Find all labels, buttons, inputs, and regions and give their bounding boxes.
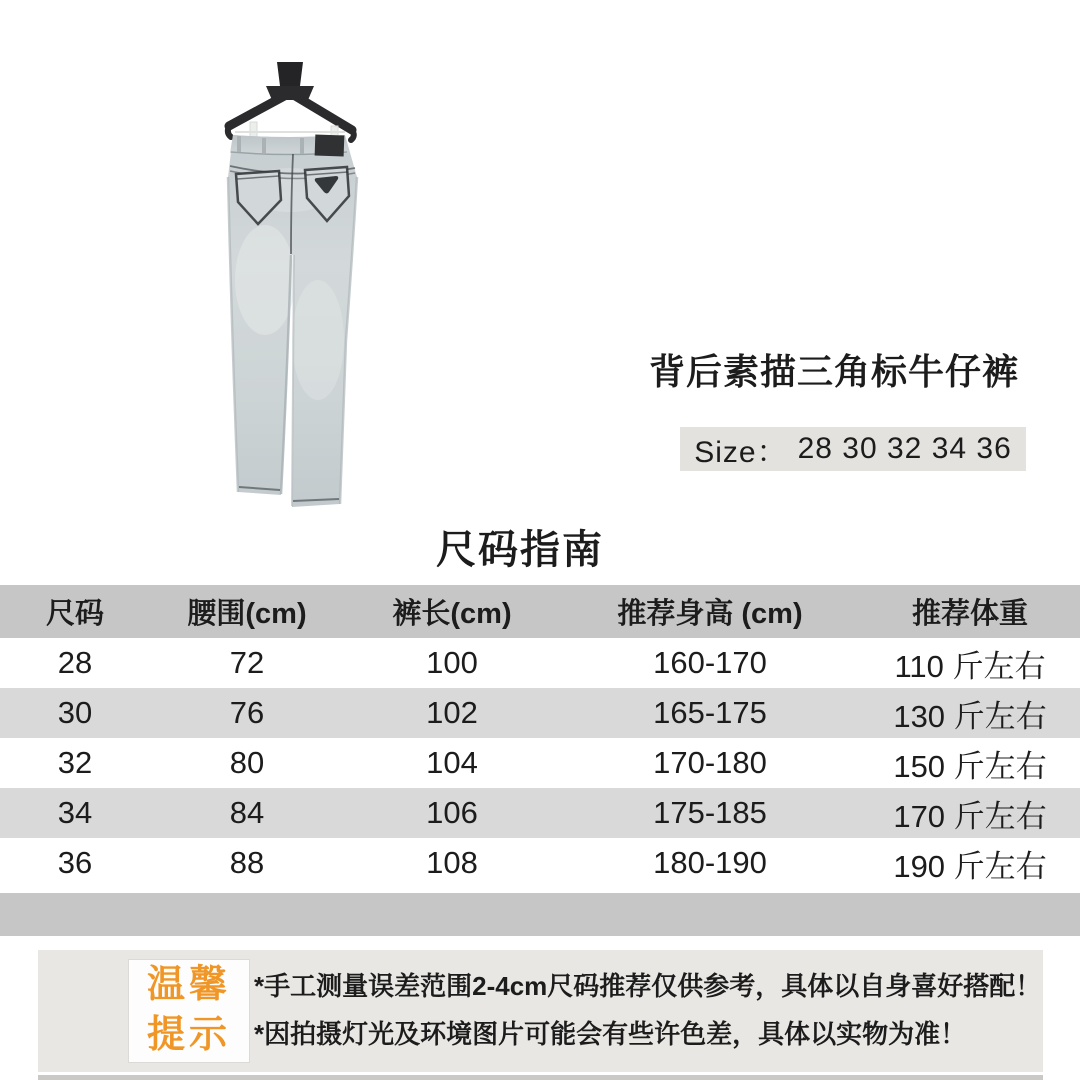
cell-height: 170-180 — [653, 745, 767, 780]
cell-waist: 84 — [229, 795, 265, 830]
product-title: 背后素描三角标牛仔裤 — [648, 351, 1019, 392]
cell-size: 32 — [57, 745, 93, 780]
cell-weight: 150 斤左右 — [893, 748, 1047, 784]
cell-length: 100 — [426, 645, 478, 680]
cell-height: 160-170 — [653, 645, 767, 680]
cell-length: 104 — [426, 745, 478, 780]
tips-section — [38, 950, 1043, 1072]
table-row — [0, 788, 1080, 838]
cell-weight: 130 斤左右 — [893, 698, 1047, 734]
size-guide-heading: 尺码指南 — [436, 528, 604, 572]
cell-size: 28 — [57, 645, 93, 680]
cell-waist: 80 — [229, 745, 265, 780]
table-row — [0, 838, 1080, 888]
waist-label-patch — [315, 135, 345, 157]
column-header: 推荐体重 — [911, 598, 1028, 630]
cell-weight: 190 斤左右 — [893, 848, 1047, 884]
jeans — [228, 135, 357, 507]
tips-lines — [254, 962, 1044, 1058]
size-label: Size： — [694, 436, 788, 469]
cell-length: 102 — [426, 695, 478, 730]
table-footer-bar — [0, 893, 1080, 936]
cell-size: 36 — [57, 845, 93, 880]
table-body — [0, 638, 1080, 888]
cell-waist: 88 — [229, 845, 265, 880]
cell-size: 30 — [57, 695, 93, 730]
tips-badge — [128, 959, 250, 1063]
table-header-row — [0, 585, 1080, 638]
table-row — [0, 688, 1080, 738]
tip-line: *因拍摄灯光及环境图片可能会有些许色差，具体以实物为准！ — [254, 1019, 967, 1049]
table-row — [0, 738, 1080, 788]
cell-weight: 110 斤左右 — [894, 648, 1046, 684]
tips-badge-line1: 温馨 — [146, 964, 231, 1006]
size-values: 28 30 32 34 36 — [797, 432, 1012, 465]
product-photo — [150, 40, 470, 530]
cell-height: 165-175 — [653, 695, 767, 730]
cell-height: 175-185 — [653, 795, 767, 830]
next-section-divider — [38, 1075, 1043, 1080]
cell-size: 34 — [57, 795, 93, 830]
column-header: 尺码 — [45, 598, 104, 630]
table-row — [0, 638, 1080, 688]
tip-line: *手工测量误差范围2-4cm尺码推荐仅供参考，具体以自身喜好搭配！ — [254, 971, 1042, 1001]
cell-length: 108 — [426, 845, 478, 880]
column-header: 裤长(cm) — [392, 598, 512, 630]
column-header: 推荐身高 (cm) — [617, 598, 803, 630]
cell-height: 180-190 — [653, 845, 767, 880]
size-guide-table — [0, 585, 1080, 936]
tips-badge-line2: 提示 — [146, 1014, 231, 1056]
size-options-box — [680, 427, 1026, 471]
cell-weight: 170 斤左右 — [893, 798, 1047, 834]
jeans-photo-illustration — [150, 40, 470, 530]
cell-length: 106 — [426, 795, 478, 830]
cell-waist: 72 — [229, 645, 265, 680]
column-header: 腰围(cm) — [187, 598, 307, 630]
cell-waist: 76 — [229, 695, 265, 730]
